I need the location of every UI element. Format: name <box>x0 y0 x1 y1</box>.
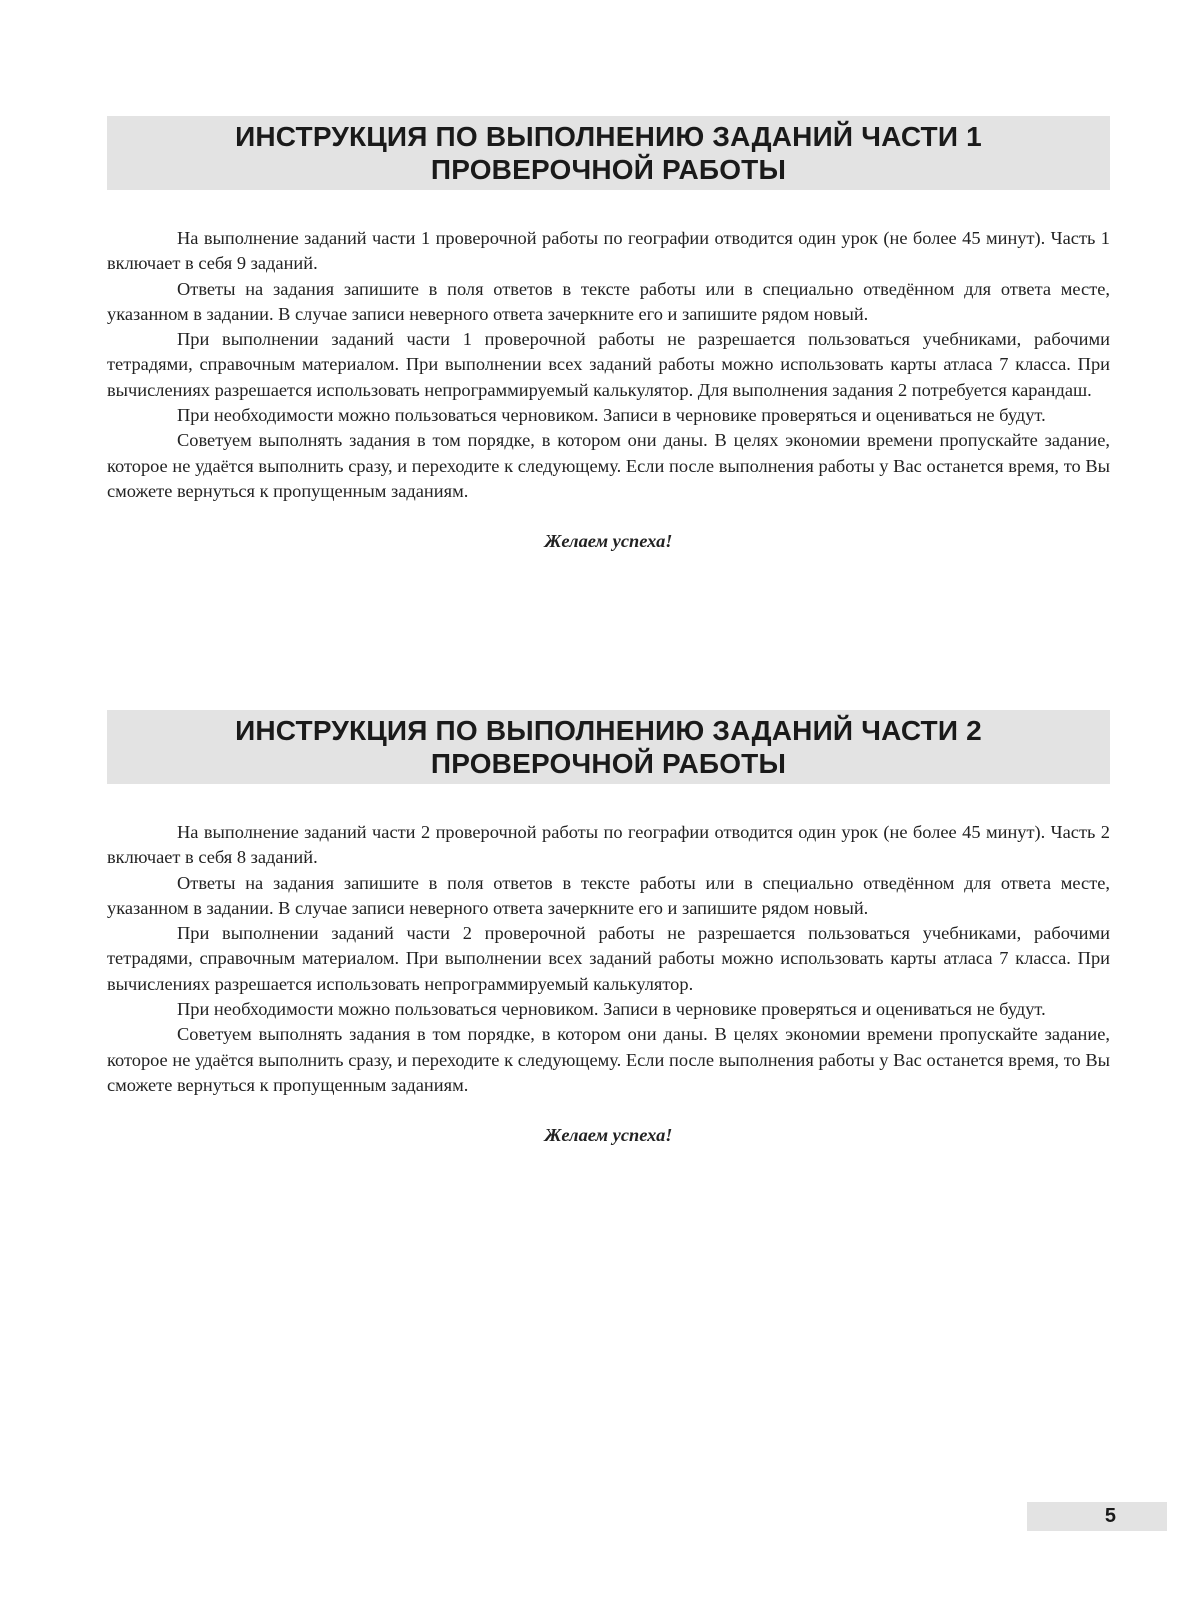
paragraph-time-limit: На выполнение заданий части 2 проверочной работы по географии отводится один урок (не более 45 минут). Часть 2 включает в себя 8 заданий. <box>107 822 1110 868</box>
section-body <box>107 820 1110 1098</box>
paragraph-draft: При необходимости можно пользоваться черновиком. Записи в черновике проверяться и оцениваться не будут. <box>177 999 1046 1020</box>
section-heading-line-2: ПРОВЕРОЧНОЙ РАБОТЫ <box>430 748 787 779</box>
section-body <box>107 226 1110 504</box>
instruction-section-part-2 <box>107 710 1110 1147</box>
paragraph-advice: Советуем выполнять задания в том порядке, в котором они даны. В целях экономии времени пропускайте задание, которое не удаётся выполнить сразу, и переходите к следующему. Если после выполнения работы у Вас останется время, то Вы сможете вернуться к пропущенным заданиям. <box>107 430 1110 501</box>
section-heading-bar <box>107 116 1110 190</box>
section-heading-line-1: ИНСТРУКЦИЯ ПО ВЫПОЛНЕНИЮ ЗАДАНИЙ ЧАСТИ 2 <box>235 715 982 746</box>
section-heading-line-2: ПРОВЕРОЧНОЙ РАБОТЫ <box>430 154 787 185</box>
section-heading-line-1: ИНСТРУКЦИЯ ПО ВЫПОЛНЕНИЮ ЗАДАНИЙ ЧАСТИ 1 <box>235 121 982 152</box>
paragraph-answers: Ответы на задания запишите в поля ответов в тексте работы или в специально отведённом для ответа месте, указанном в задании. В случае записи неверного ответа зачеркните его и запишите рядом новый. <box>107 278 1110 324</box>
page-number-bar <box>1027 1502 1167 1531</box>
section-heading-bar <box>107 710 1110 784</box>
instruction-section-part-1 <box>107 116 1110 553</box>
paragraph-materials: При выполнении заданий части 2 проверочной работы не разрешается пользоваться учебниками, рабочими тетрадями, справочным материалом. При выполнении всех заданий работы можно использовать карты атласа 7 класса. При вычислениях разрешается использовать непрограммируемый калькулятор. <box>107 923 1110 994</box>
paragraph-materials: При выполнении заданий части 1 проверочной работы не разрешается пользоваться учебниками, рабочими тетрадями, справочным материалом. При выполнении всех заданий работы можно использовать карты атласа 7 класса. При вычислениях разрешается использовать непрограммируемый калькулятор. Для выполнения задания 2 потребуется карандаш. <box>107 329 1110 400</box>
closing-wish: Желаем успеха! <box>544 531 673 552</box>
paragraph-answers: Ответы на задания запишите в поля ответов в тексте работы или в специально отведённом для ответа месте, указанном в задании. В случае записи неверного ответа зачеркните его и запишите рядом новый. <box>107 872 1110 918</box>
paragraph-advice: Советуем выполнять задания в том порядке, в котором они даны. В целях экономии времени пропускайте задание, которое не удаётся выполнить сразу, и переходите к следующему. Если после выполнения работы у Вас останется время, то Вы сможете вернуться к пропущенным заданиям. <box>107 1024 1110 1095</box>
paragraph-draft: При необходимости можно пользоваться черновиком. Записи в черновике проверяться и оцениваться не будут. <box>177 405 1046 426</box>
page-number: 5 <box>1104 1505 1116 1527</box>
paragraph-time-limit: На выполнение заданий части 1 проверочной работы по географии отводится один урок (не более 45 минут). Часть 1 включает в себя 9 заданий. <box>107 228 1110 274</box>
closing-wish: Желаем успеха! <box>544 1125 673 1146</box>
